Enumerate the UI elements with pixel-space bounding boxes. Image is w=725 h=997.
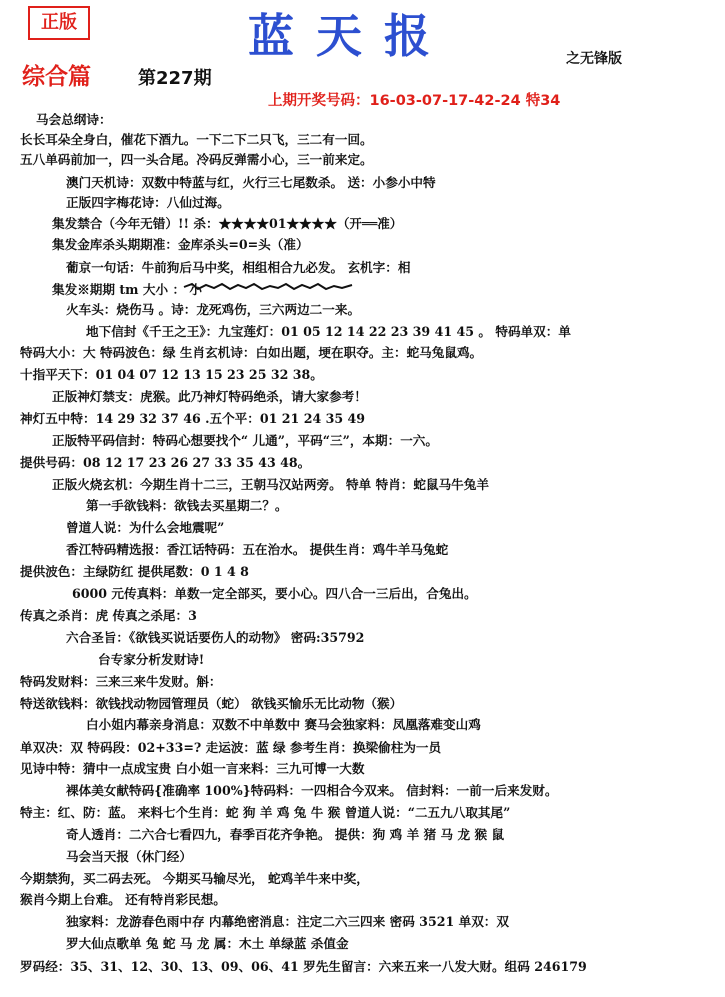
body-line: 独家料：龙游春色雨中存 内幕绝密消息：注定二六三四来 密码 3521 单双：双 bbox=[66, 914, 509, 929]
body-line: 特码大小：大 特码波色：绿 生肖玄机诗：白如出题，埂在职夺。主：蛇马兔鼠鸡。 bbox=[20, 345, 483, 360]
scribbled-overprint bbox=[182, 282, 354, 292]
body-line: 十指平天下：01 04 07 12 13 15 23 25 32 38。 bbox=[20, 367, 323, 382]
body-line: 罗码经：35、31、12、30、13、09、06、41 罗先生留言：六来五来一八发大财。组码 246179 bbox=[20, 959, 587, 974]
body-line: 白小姐内幕亲身消息：双数不中单数中 赛马会独家料：凤凰落难变山鸡 bbox=[86, 717, 481, 732]
issue-number: 第227期 bbox=[138, 68, 212, 89]
body-line: 五八单码前加一，四一头合尾。冷码反弹需小心，三一前来定。 bbox=[20, 152, 373, 167]
genuine-badge: 正版 bbox=[28, 6, 90, 40]
body-line: 澳门天机诗：双数中特蓝与红，火行三七尾数杀。 送：小参小中特 bbox=[66, 175, 436, 190]
body-line: 第一手欲钱料：欲钱去买星期二？。 bbox=[86, 498, 288, 513]
body-line: 长长耳朵全身白，催花下酒九。一下二下二只飞，三二有一回。 bbox=[20, 132, 373, 147]
body-line: 马会总纲诗： bbox=[36, 112, 112, 127]
body-line: 正版四字梅花诗：八仙过海。 bbox=[66, 195, 230, 210]
body-line: 正版神灯禁支：虎猴。此乃神灯特码绝杀，请大家参考！ bbox=[52, 389, 367, 404]
body-line: 葡京一句话：牛前狗后马中奖，相组相合九必发。 玄机字：相 bbox=[66, 260, 411, 275]
newspaper-title: 蓝天报 bbox=[248, 9, 452, 63]
body-line: 特码发财料：三来三来牛发财。斛： bbox=[20, 674, 222, 689]
body-line: 地下信封《千王之王》：九宝莲灯：01 05 12 14 22 23 39 41 45 。 特码单双：单 bbox=[86, 324, 571, 339]
body-line: 猴肖今期上台难。 还有特肖彩民想。 bbox=[20, 892, 226, 907]
edition-label: 之无锋版 bbox=[566, 51, 622, 67]
body-line: 集发禁合（今年无错）!! 杀：★★★★01★★★★（开══准） bbox=[52, 216, 403, 231]
body-line: 特送欲钱料：欲钱找动物园管理员（蛇） 欲钱买愉乐无比动物（猴） bbox=[20, 696, 403, 711]
body-line: 神灯五中特：14 29 32 37 46 .五个平：01 21 24 35 49 bbox=[20, 411, 366, 426]
body-line: 提供波色：主绿防红 提供尾数：0 1 4 8 bbox=[20, 564, 249, 579]
body-line: 马会当天报（休门经） bbox=[66, 849, 192, 864]
section-title: 综合篇 bbox=[22, 64, 91, 90]
body-line: 特主：红、防：蓝。 来料七个生肖：蛇 狗 羊 鸡 兔 牛 猴 曾道人说：“二五九八取其尾” bbox=[20, 805, 511, 820]
body-line: 单双决：双 特码段：02+33=? 走运波：蓝 绿 参考生肖：换梁偷柱为一员 bbox=[20, 740, 442, 755]
body-line: 传真之杀肖：虎 传真之杀尾：3 bbox=[20, 608, 197, 623]
body-line: 正版火烧玄机：今期生肖十二三，王朝马汉站两旁。 特单 特肖：蛇鼠马牛兔羊 bbox=[52, 477, 489, 492]
body-line: 见诗中特：猜中一点成宝贵 白小姐一言来料：三九可博一大数 bbox=[20, 761, 365, 776]
body-line: 罗大仙点歌单 兔 蛇 马 龙 属：木土 单绿蓝 杀值金 bbox=[66, 936, 349, 951]
body-line: 曾道人说：为什么会地震呢” bbox=[66, 520, 225, 535]
last-draw-numbers: 上期开奖号码：16-03-07-17-42-24 特34 bbox=[268, 93, 561, 109]
body-line: 六合圣旨：《欲钱买说话要伤人的动物》 密码:35792 bbox=[66, 630, 365, 645]
body-line: 正版特平码信封：特码心想要找个“ 儿通”，平码“三”，本期：一六。 bbox=[52, 433, 438, 448]
body-line: 集发※期期 tm 大小 ： 小 bbox=[52, 282, 203, 297]
body-line: 香江特码精选报：香江话特码：五在治水。 提供生肖：鸡牛羊马兔蛇 bbox=[66, 542, 449, 557]
body-line: 集发金库杀头期期准：金库杀头=0=头（准） bbox=[52, 237, 309, 252]
body-line: 今期禁狗，买二码去死。 今期买马输尽光， 蛇鸡羊牛来中奖， bbox=[20, 871, 369, 886]
body-line: 6000 元传真料：单数一定全部买，要小心。四八合一三后出，合兔出。 bbox=[72, 586, 477, 601]
body-line: 裸体美女献特码{准确率 100%}特码料：一四相合今双来。 信封料：一前一后来发财。 bbox=[66, 783, 558, 798]
body-line: 提供号码：08 12 17 23 26 27 33 35 43 48。 bbox=[20, 455, 311, 470]
body-line: 火车头：烧伤马 。诗：龙死鸡伤，三六两边二一来。 bbox=[66, 302, 361, 317]
body-line: 台专家分析发财诗! bbox=[98, 652, 205, 667]
body-line: 奇人透肖：二六合七看四九，春季百花齐争艳。 提供：狗 鸡 羊 猪 马 龙 猴 鼠 bbox=[66, 827, 505, 842]
